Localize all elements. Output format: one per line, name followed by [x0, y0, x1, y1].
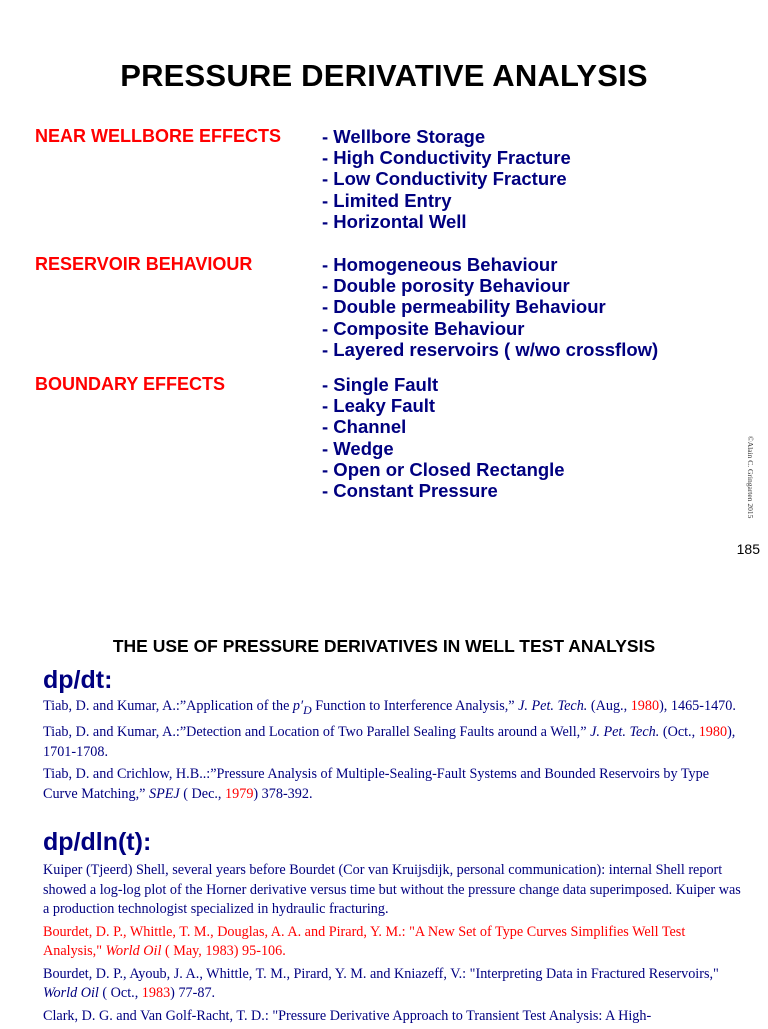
list-item: - Layered reservoirs ( w/wo crossflow): [322, 338, 659, 360]
list-item: - Single Fault: [322, 374, 439, 395]
slide-title: PRESSURE DERIVATIVE ANALYSIS: [120, 58, 648, 93]
reference-entry: Kuiper (Tjeerd) Shell, several years before Bourdet (Cor van Kruijsdijk, personal communication): internal Shell report showed a log-log plot of the Horner derivative versus time but without the pressure change data superimposed. Kuiper was a production technologist specialized in hydraulic fracturing.: [43, 862, 741, 917]
list-item: - Wellbore Storage: [322, 126, 486, 147]
slide2-title: THE USE OF PRESSURE DERIVATIVES IN WELL TEST ANALYSIS: [112, 636, 656, 656]
reference-entry: Tiab, D. and Crichlow, H.B..:”Pressure Analysis of Multiple-Sealing-Fault Systems and Bounded Reservoirs by Type Curve Matching,” SPEJ ( Dec., 1979) 378-392.: [43, 766, 710, 802]
reference-entry: Bourdet, D. P., Whittle, T. M., Douglas, A. A. and Pirard, Y. M.: "A New Set of Type Curves Simplifies Well Test Analysis," World Oil ( May, 1983) 95-106.: [43, 923, 686, 959]
list-item: - Double permeability Behaviour: [322, 296, 606, 318]
copyright-note: ©Alain C. Gringarten 2015: [746, 436, 755, 519]
list-item: - Horizontal Well: [322, 210, 467, 232]
reference-entry: Bourdet, D. P., Ayoub, J. A., Whittle, T. M., Pirard, Y. M. and Kniazeff, V.: "Interpreting Data in Fractured Reservoirs," World Oil ( Oct., 1983) 77-87.: [43, 965, 719, 1001]
section-heading-dpdlnt: dp/dln(t):: [43, 828, 152, 856]
reference-entry: Tiab, D. and Kumar, A.:”Application of the $p'_D$ Function to Interference Analysis,” J. Pet. Tech. (Aug., 1980), 1465-1470.: [43, 698, 736, 717]
list-item: - Limited Entry: [322, 189, 452, 211]
list-item: - Constant Pressure: [322, 480, 498, 502]
category-reservoir-label: RESERVOIR BEHAVIOUR: [35, 254, 253, 274]
page-number: 185: [736, 541, 760, 557]
category-boundary-label: BOUNDARY EFFECTS: [35, 374, 226, 394]
references-dpdlnt: [43, 861, 743, 1029]
reference-entry: Tiab, D. and Kumar, A.:”Detection and Location of Two Parallel Sealing Faults around a Well,” J. Pet. Tech. (Oct., 1980), 1701-1708.: [43, 724, 736, 760]
list-item: - Double porosity Behaviour: [322, 275, 570, 297]
list-item: - Low Conductivity Fracture: [322, 168, 567, 190]
category-reservoir-list: [322, 254, 658, 360]
list-item: - Channel: [322, 416, 407, 438]
references-dpdt: [43, 697, 743, 807]
list-item: - Homogeneous Behaviour: [322, 254, 558, 275]
list-item: - Open or Closed Rectangle: [322, 458, 565, 480]
list-item: - High Conductivity Fracture: [322, 147, 571, 169]
list-item: - Composite Behaviour: [322, 317, 525, 339]
reference-entry: Clark, D. G. and Van Golf-Racht, T. D.: "Pressure Derivative Approach to Transient Test Analysis: A High-: [43, 1007, 652, 1024]
list-item: - Leaky Fault: [322, 395, 436, 417]
category-near-wellbore-label: NEAR WELLBORE EFFECTS: [35, 126, 281, 146]
category-boundary-list: [322, 374, 565, 501]
section-heading-dpdt: dp/dt:: [43, 666, 113, 694]
list-item: - Wedge: [322, 437, 394, 459]
category-near-wellbore-list: [322, 126, 571, 232]
